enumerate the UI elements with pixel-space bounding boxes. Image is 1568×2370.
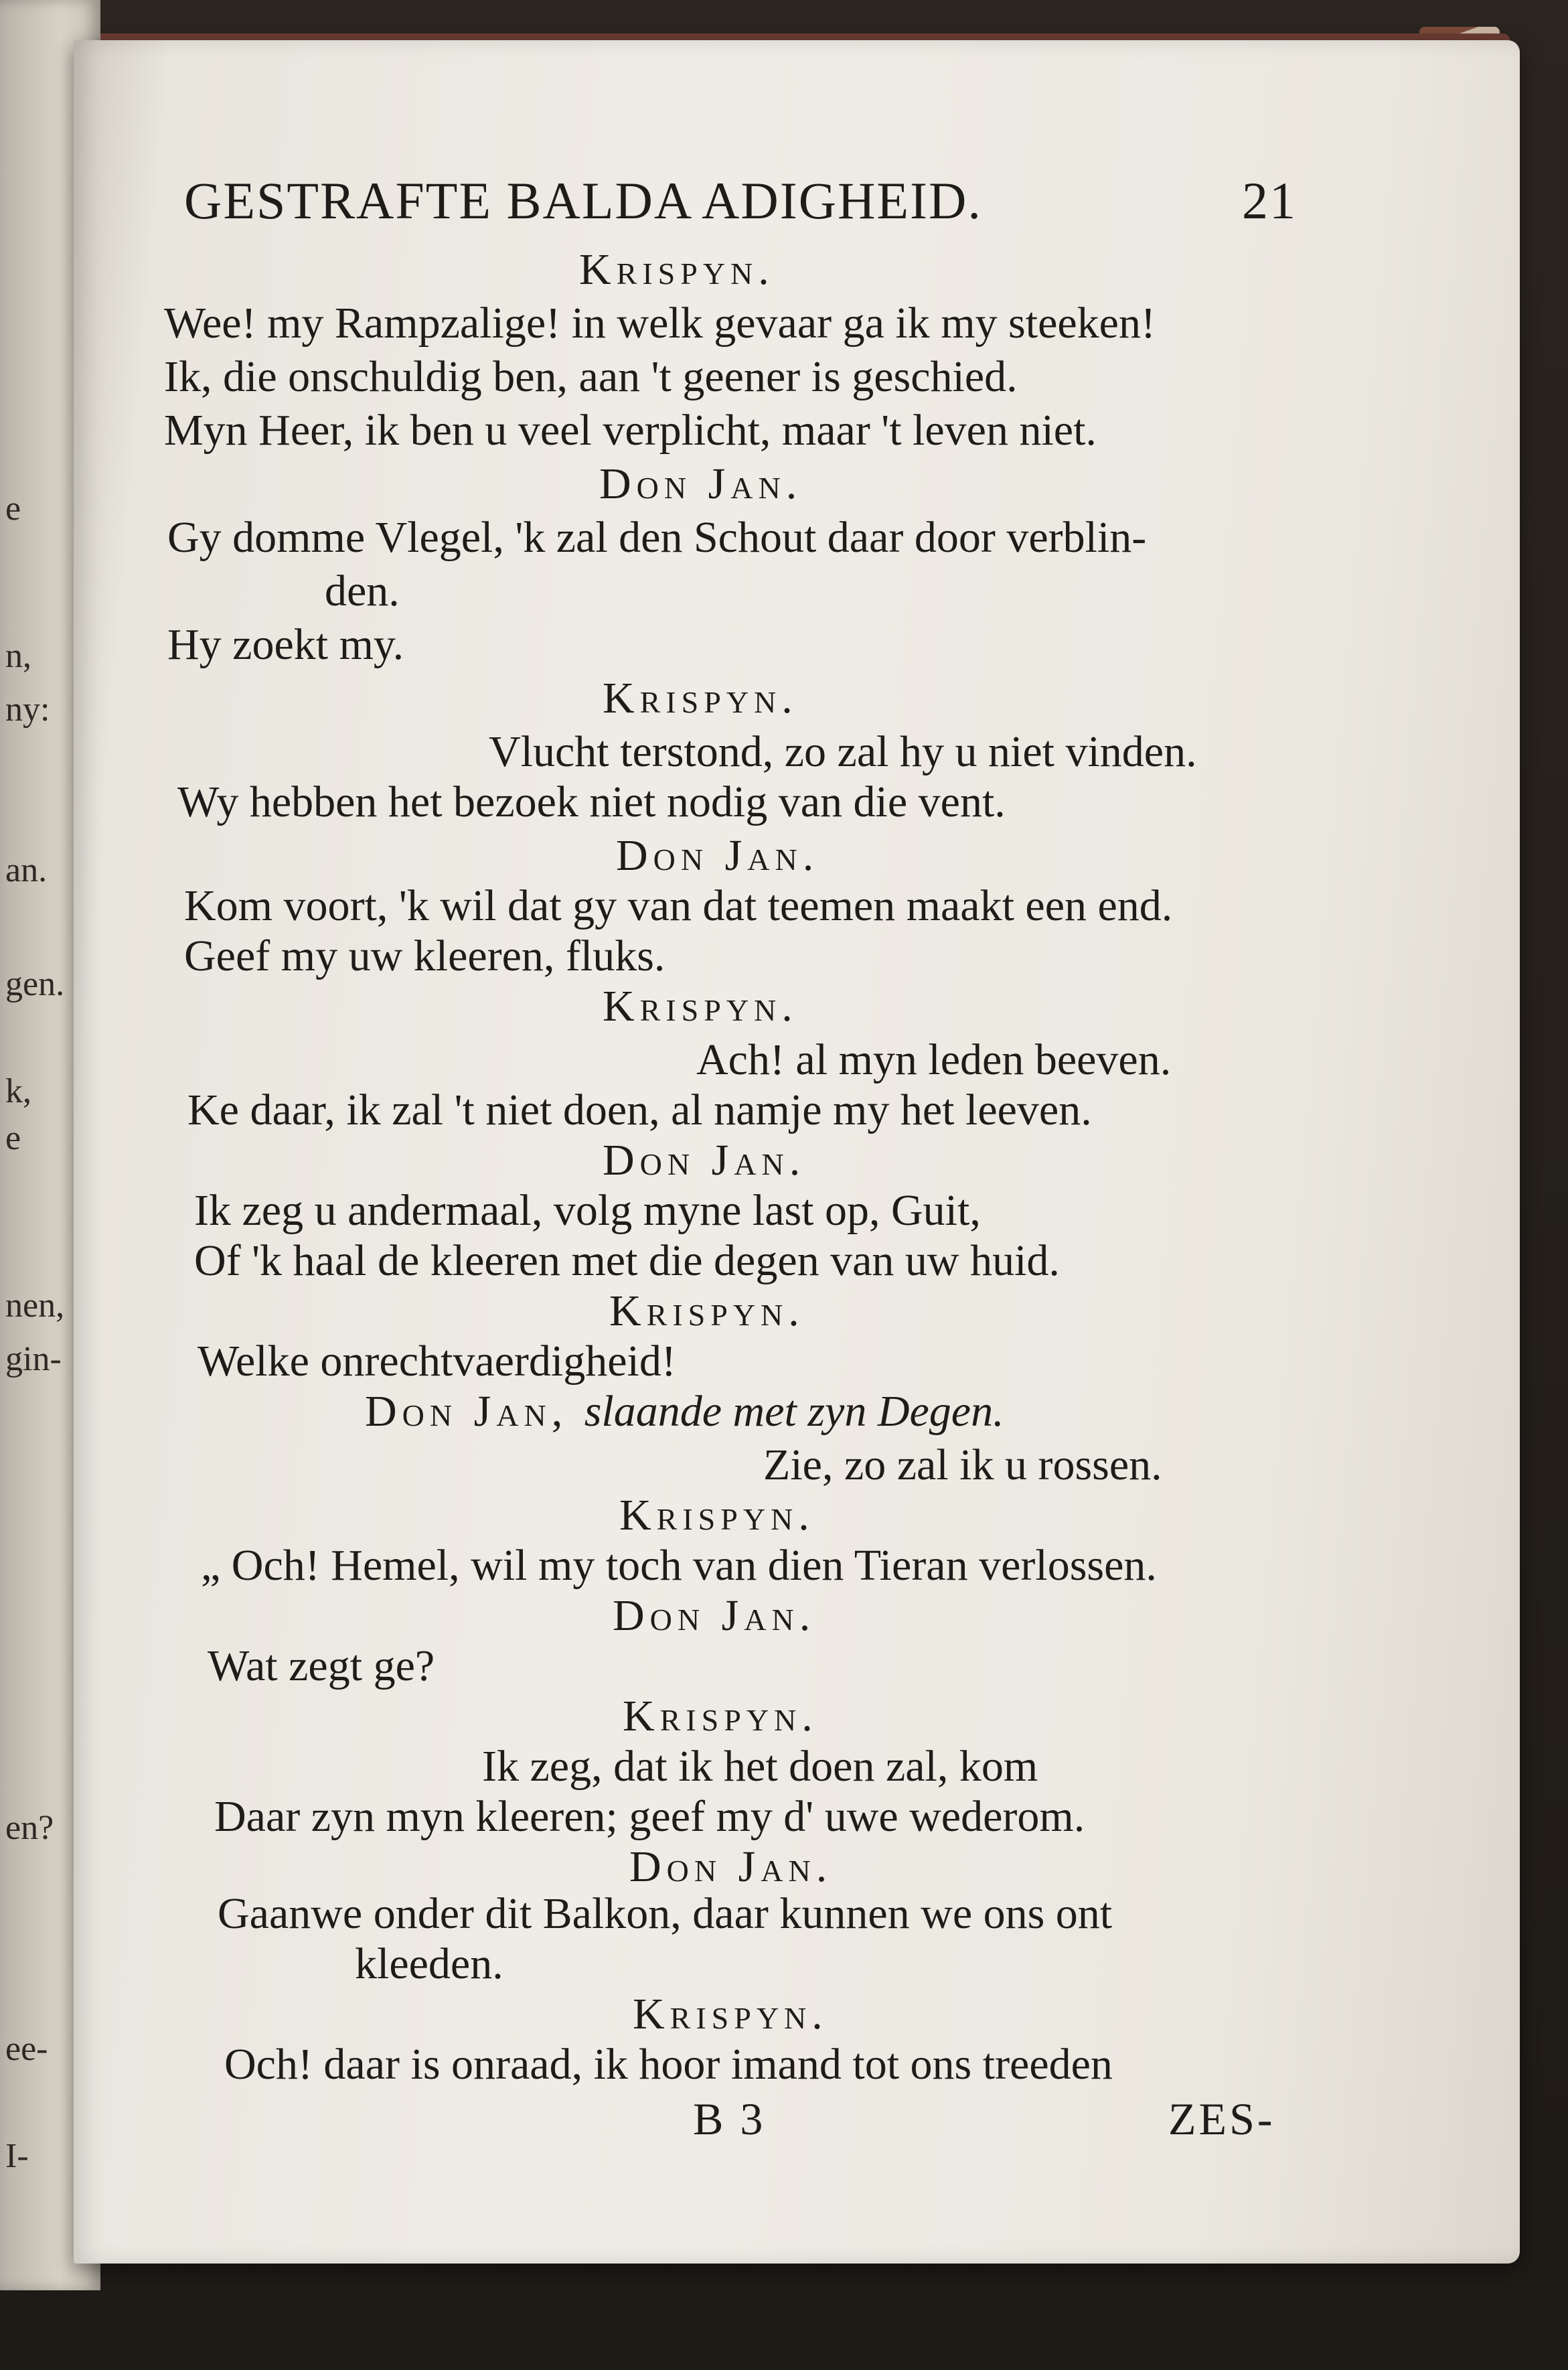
verse-line: Gy domme Vlegel, 'k zal den Schout daar door verblin- — [167, 513, 1147, 562]
verse-line: Welke onrechtvaerdigheid! — [198, 1337, 676, 1386]
verse-line: Vlucht terstond, zo zal hy u niet vinden. — [489, 727, 1197, 776]
verse-line: kleeden. — [355, 1939, 503, 1988]
verse-line: den. — [325, 567, 400, 615]
verse-line: Hy zoekt my. — [167, 620, 404, 669]
left-page-fragment: e — [5, 490, 21, 528]
speaker-name: Krispyn. — [603, 674, 798, 723]
speaker-name: Krispyn. — [603, 982, 798, 1031]
left-page-fragment: nen, — [5, 1286, 65, 1325]
speaker-name: Krispyn. — [623, 1692, 818, 1741]
verse-line: Wat zegt ge? — [208, 1641, 435, 1690]
verse-line: Och! daar is onraad, ik hoor imand tot ons treeden — [224, 2040, 1113, 2089]
stage-direction: slaande met zyn Degen. — [584, 1387, 1004, 1436]
left-page-fragment: en? — [5, 1809, 54, 1847]
speaker-name: Krispyn. — [633, 1990, 828, 2039]
left-page-fragment: ee- — [5, 2030, 48, 2068]
left-page-fragment: n, — [5, 637, 31, 675]
verse-line: Wee! my Rampzalige! in welk gevaar ga ik my steeken! — [164, 299, 1156, 348]
speaker-name: Don Jan. — [599, 459, 803, 508]
verse-line: Kom voort, 'k wil dat gy van dat teemen maakt een end. — [184, 881, 1173, 930]
verse-line: Of 'k haal de kleeren met die degen van uw huid. — [194, 1236, 1060, 1285]
left-page-fragment: gen. — [5, 965, 65, 1003]
catchword: ZES- — [1168, 2093, 1275, 2144]
verse-line: Ach! al myn leden beeven. — [696, 1035, 1172, 1084]
verse-line: Myn Heer, ik ben u veel verplicht, maar 't leven niet. — [164, 406, 1097, 455]
page-number: 21 — [1242, 171, 1297, 230]
verse-line: „ Och! Hemel, wil my toch van dien Tieran verlossen. — [201, 1541, 1157, 1590]
speaker-name: Don Jan. — [629, 1842, 833, 1891]
speaker-name — [365, 1386, 1004, 1437]
speaker-name: Don Jan. — [616, 831, 819, 880]
verse-line: Geef my uw kleeren, fluks. — [184, 932, 665, 980]
speaker-label: Don Jan, — [365, 1387, 568, 1436]
verse-line: Ik, die onschuldig ben, aan 't geener is geschied. — [164, 352, 1018, 401]
verse-line: Gaanwe onder dit Balkon, daar kunnen we ons ont — [218, 1889, 1113, 1938]
speaker-name: Krispyn. — [619, 1491, 815, 1540]
left-page-fragment: an. — [5, 851, 48, 889]
verse-line: Ik zeg u andermaal, volg myne last op, Guit, — [194, 1186, 981, 1235]
verse-line: Daar zyn myn kleeren; geef my d' uwe wederom. — [214, 1792, 1085, 1841]
verse-line: Wy hebben het bezoek niet nodig van die vent. — [177, 777, 1006, 826]
speaker-name: Krispyn. — [579, 245, 775, 294]
left-page-fragment: e — [5, 1119, 21, 1157]
verse-line: Ik zeg, dat ik het doen zal, kom — [482, 1742, 1038, 1791]
signature-mark: B 3 — [693, 2093, 766, 2144]
speaker-name: Don Jan. — [603, 1136, 806, 1185]
left-page-fragment: I- — [5, 2137, 29, 2175]
left-page-fragment: gin- — [5, 1340, 62, 1378]
verse-line: Zie, zo zal ik u rossen. — [763, 1440, 1162, 1489]
left-page-fragment: ny: — [5, 690, 50, 729]
speaker-name: Don Jan. — [613, 1591, 816, 1640]
left-page-fragment: k, — [5, 1072, 31, 1110]
running-title: GESTRAFTE BALDA ADIGHEID. — [184, 171, 982, 230]
verse-line: Ke daar, ik zal 't niet doen, al namje my het leeven. — [187, 1086, 1092, 1134]
speaker-name: Krispyn. — [609, 1286, 805, 1335]
